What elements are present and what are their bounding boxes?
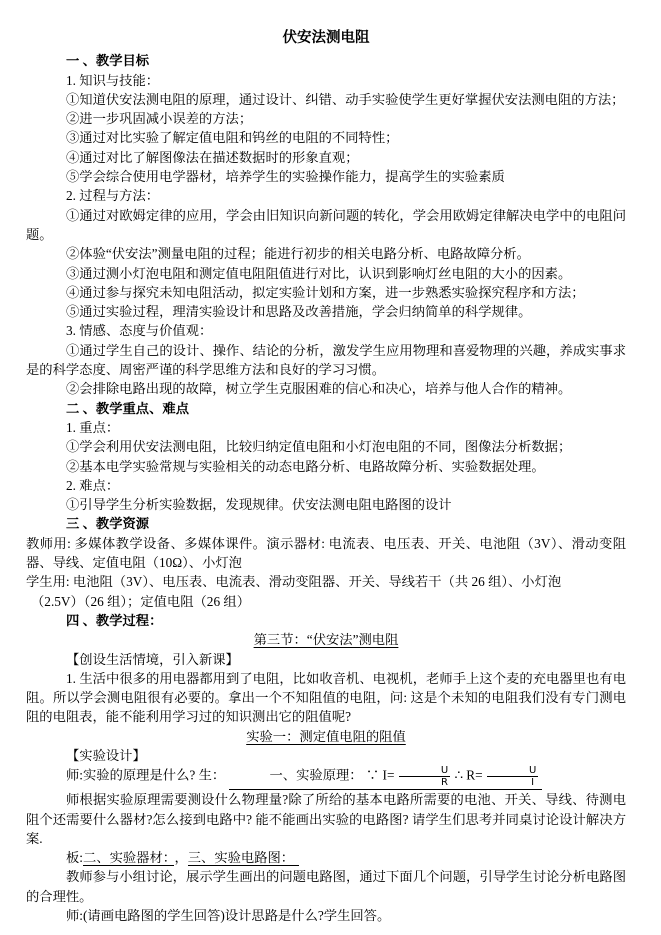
current-equation: I= [382,767,395,783]
objective-process-item-1: ①通过对欧姆定律的应用，学会由旧知识向新问题的转化，学会用欧姆定律解决电学中的电阻问题。 [26,207,626,242]
board-prefix: 板: [66,850,83,866]
student-materials-line: 学生用: 电池阻（3V）、电压表、电流表、滑动变阻器、开关、导线若干（共 26 组）、小灯泡 [26,574,562,590]
fraction-numerator: U [399,765,450,777]
objective-process-item-2: ②体验“伏安法”测量电阻的过程；能进行初步的相关电路分析、电路故障分析。 [66,246,530,262]
student-materials-line-2: （2.5V）（26 组）；定值电阻（26 组） [31,593,251,609]
objective-knowledge-item-3: ③通过对比实验了解定值电阻和钨丝的电阻的不同特性； [66,130,399,146]
experiment-one-underlined-text: 实验一：测定值电阻的阻值 [246,728,406,744]
affect-values-label: 3. 情感、态度与价值观： [66,323,213,339]
therefore-symbol: ∴ [454,767,463,783]
difficult-point-item-1: ①引导学生分析实验数据，发现规律。伏安法测电阻电路图的设计 [66,497,452,513]
section-title-volt-ampere-method [26,630,626,649]
process-methods-label: 2. 过程与方法： [66,188,160,204]
objective-affect-item-1: ①通过学生自己的设计、操作、结论的分析，激发学生应用物理和喜爱物理的兴趣，养成实事求是的科学态度、周密严谨的科学思维方法和良好的学习习惯。 [26,342,626,378]
objective-knowledge-item-4: ④通过对比了解图像法在描述数据时的形象直观； [66,149,359,165]
heading-teaching-resources: 三 、教学资源 [66,516,150,532]
key-points-label: 1. 重点： [66,419,120,435]
objective-process-item-3: ③通过测小灯泡电阻和测定值电阻阻值进行对比，认识到影响灯丝电阻的大小的因素。 [66,265,572,281]
heading-teaching-process: 四 、教学过程： [66,612,163,628]
bracket-create-situation: 【创设生活情境，引入新课】 [66,651,239,667]
intro-paragraph: 1. 生活中很多的用电器都用到了电阻，比如收音机、电视机，老师手上这个麦的充电器里也有电阻。所以学会测电阻很有必要的。拿出一个不知阻值的电阻，问: 这是个未知的电阻我们没有专门测电阻的电阻表，能不能利用学习过的知识测出它的阻值呢? [26,670,626,725]
group-discussion-paragraph: 教师参与小组讨论，展示学生画出的问题电路图，通过下面几个问题，引导学生讨论分析电路图的合理性。 [26,869,626,904]
doc-title: 伏安法测电阻 [282,30,370,46]
key-point-item-1: ①学会利用伏安法测电阻，比较归纳定值电阻和小灯泡电阻的不同，图像法分析数据； [66,439,572,455]
teacher-prompt-paragraph: 师:(请画电路图的学生回答)设计思路是什么?学生回答。 [66,908,391,924]
heading-teaching-objectives: 一 、教学目标 [66,53,150,69]
experiment-principle-line [26,765,626,790]
board-separator: ， [174,850,188,866]
objective-knowledge-item-5: ⑤学会综合使用电学器材，培养学生的实验操作能力，提高学生的实验素质 [66,169,505,185]
knowledge-skills-label: 1. 知识与技能： [66,72,160,88]
fraction-denominator: R [441,777,448,789]
section-title-underlined-text: 第三节：“伏安法”测电阻 [253,632,399,648]
teacher-student-dialogue: 师:实验的原理是什么? 生： [66,767,226,783]
objective-process-item-4: ④通过参与探究未知电阻活动，拟定实验计划和方案，进一步熟悉实验探究程序和方法； [66,284,585,300]
objective-process-item-5: ⑤通过实验过程，理清实验设计和思路及改善措施，学会归纳简单的科学规律。 [66,304,532,320]
objective-affect-item-2: ②会排除电路出现的故障，树立学生克服困难的信心和决心，培养与他人合作的精神。 [66,381,572,397]
principle-label: 一、实验原理： [269,767,363,783]
fraction-u-over-r [399,765,450,788]
heading-key-difficult-points: 二 、教学重点、难点 [66,400,189,416]
fraction-numerator: U [487,765,538,777]
bracket-experiment-design: 【实验设计】 [66,747,146,763]
difficult-points-label: 2. 难点： [66,477,120,493]
principle-underlined-segment [229,765,543,790]
experiment-one-title [26,727,626,746]
objective-knowledge-item-1: ①知道伏安法测电阻的原理，通过设计、纠错、动手实验使学生更好掌握伏安法测电阻的方法； [66,91,625,107]
objective-knowledge-item-2: ②进一步巩固减小误差的方法； [66,111,253,127]
key-point-item-2: ②基本电学实验常规与实验相关的动态电路分析、电路故障分析、实验数据处理。 [66,458,545,474]
teacher-question-paragraph: 师根据实验原理需要测设什么物理量?除了所给的基本电路所需要的电池、开关、导线、待测电阻个还需要什么器材?怎么接到电路中? 能不能画出实验的电路图? 请学生们思考并同桌讨论设计解决方案. [26,792,626,846]
board-segment-circuit-diagram: 三、实验电路图： [188,850,299,866]
resistance-equation: R= [466,767,483,783]
teacher-materials-line: 教师用: 多媒体教学设备、多媒体课件。演示器材: 电流表、电压表、开关、电池阻（3V）、滑动变阻器、导线、定值电阻（10Ω）、小灯泡 [26,535,626,571]
board-segment-apparatus: 二、实验器材： [83,850,174,866]
fraction-u-over-i [487,765,538,788]
board-writing-line [26,848,626,867]
because-symbol: ∵ [365,767,380,783]
fraction-denominator: I [531,777,535,789]
